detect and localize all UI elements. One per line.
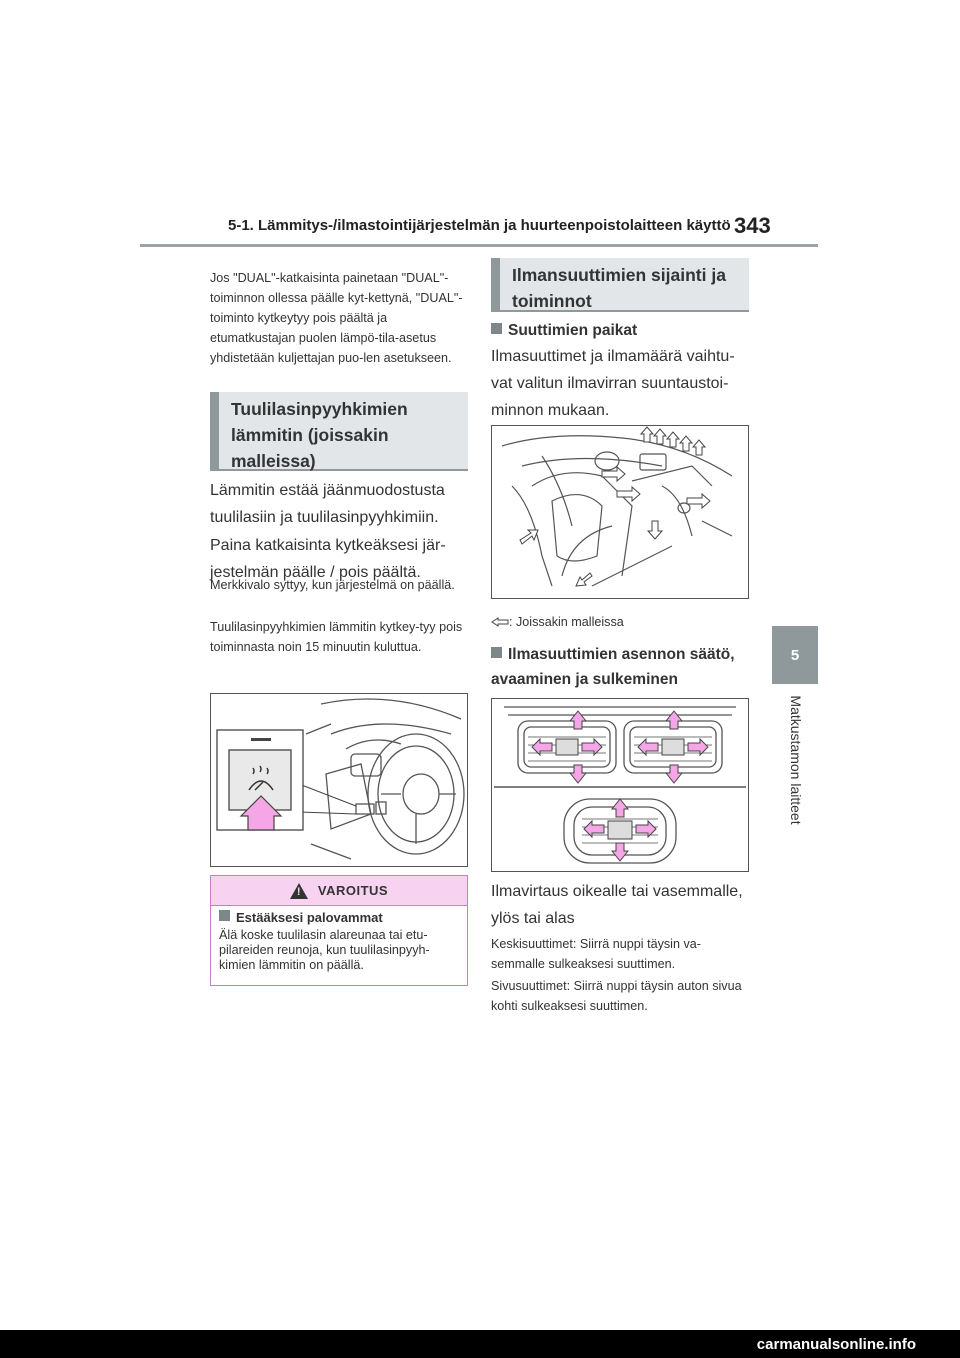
vents-adjust-subheading-text: Ilmasuuttimien asennon säätö, avaaminen ja sulkeminen	[491, 646, 735, 688]
header-rule	[140, 244, 818, 247]
section-heading-air-vents: Ilmansuuttimien sijainti ja toiminnot	[491, 258, 749, 312]
vents-adjust-body: Ilmavirtaus oikealle tai vasemmalle, ylös tai alas	[491, 883, 743, 927]
warning-text: Älä koske tuulilasin alareunaa tai etu-pilareiden reunoja, kun tuulilasinpyyh-kimien lämmitin on päällä.	[219, 928, 430, 972]
chapter-label: Matkustamon laitteet	[788, 695, 804, 825]
vent-locations-figure	[491, 425, 749, 599]
vents-caption-text: : Joissakin malleissa	[509, 615, 624, 629]
running-header: 5-1. Lämmitys-/ilmastointijärjestelmän ja huurteenpoistolaitteen käyttö	[228, 217, 731, 234]
page-number: 343	[734, 213, 771, 238]
warning-title: VAROITUS	[317, 883, 389, 898]
vent-adjust-illustration	[492, 699, 748, 871]
vents-adjust-note-1: Keskisuuttimet: Siirrä nuppi täysin va-semmalle sulkeaksesi suuttimen.	[491, 937, 701, 971]
vents-adjust-note-2: Sivusuuttimet: Siirrä nuppi täysin auton sivua kohti sulkeaksesi suuttimen.	[491, 979, 742, 1013]
vents-location-subheading-text: Suuttimien paikat	[508, 322, 638, 339]
square-bullet-icon	[219, 910, 230, 921]
vent-arrow-icon	[491, 617, 509, 627]
wiper-heater-note-2: Tuulilasinpyyhkimien lämmitin kytkey-tyy pois toiminnasta noin 15 minuutin kuluttua.	[210, 620, 463, 654]
wiper-heater-body-1: Lämmitin estää jäänmuodostusta tuulilasiin ja tuulilasinpyyhkimiin.	[210, 482, 445, 526]
square-bullet-icon	[491, 323, 502, 334]
warning-box	[210, 875, 468, 986]
warning-header	[211, 876, 467, 906]
intro-text: Jos "DUAL"-katkaisinta painetaan "DUAL"-toiminnon ollessa päälle kyt-kettynä, "DUAL"-toiminto kytkeytyy pois päältä ja etumatkustajan puolen lämpö-tila-asetus yhdistetään kuljettajan puo-len asetukseen.	[210, 271, 463, 365]
vent-adjust-figure	[491, 698, 749, 872]
footer-watermark: carmanualsonline.info	[756, 1336, 916, 1353]
wiper-heater-note-1: Merkkivalo syttyy, kun järjestelmä on päällä.	[210, 578, 455, 592]
wiper-heater-switch-illustration	[211, 694, 467, 866]
wiper-heater-body-2: Paina katkaisinta kytkeäksesi jär-jestelmän päälle / pois päältä.	[210, 537, 446, 581]
warning-triangle-icon: !	[290, 883, 308, 899]
vents-caption	[491, 612, 749, 632]
vents-location-subheading	[491, 318, 749, 343]
warning-subheading: Estääksesi palovammat	[236, 910, 383, 925]
wiper-heater-switch-figure	[210, 693, 468, 867]
cabin-vents-illustration	[492, 426, 748, 598]
section-heading-wiper-heater: Tuulilasinpyyhkimien lämmitin (joissakin malleissa)	[210, 392, 468, 471]
square-bullet-icon	[491, 647, 502, 658]
chapter-tab: 5	[772, 626, 818, 684]
vents-location-body: Ilmasuuttimet ja ilmamäärä vaihtu-vat valitun ilmavirran suuntaustoi-minnon mukaan.	[491, 348, 735, 419]
vents-adjust-subheading	[491, 642, 749, 692]
